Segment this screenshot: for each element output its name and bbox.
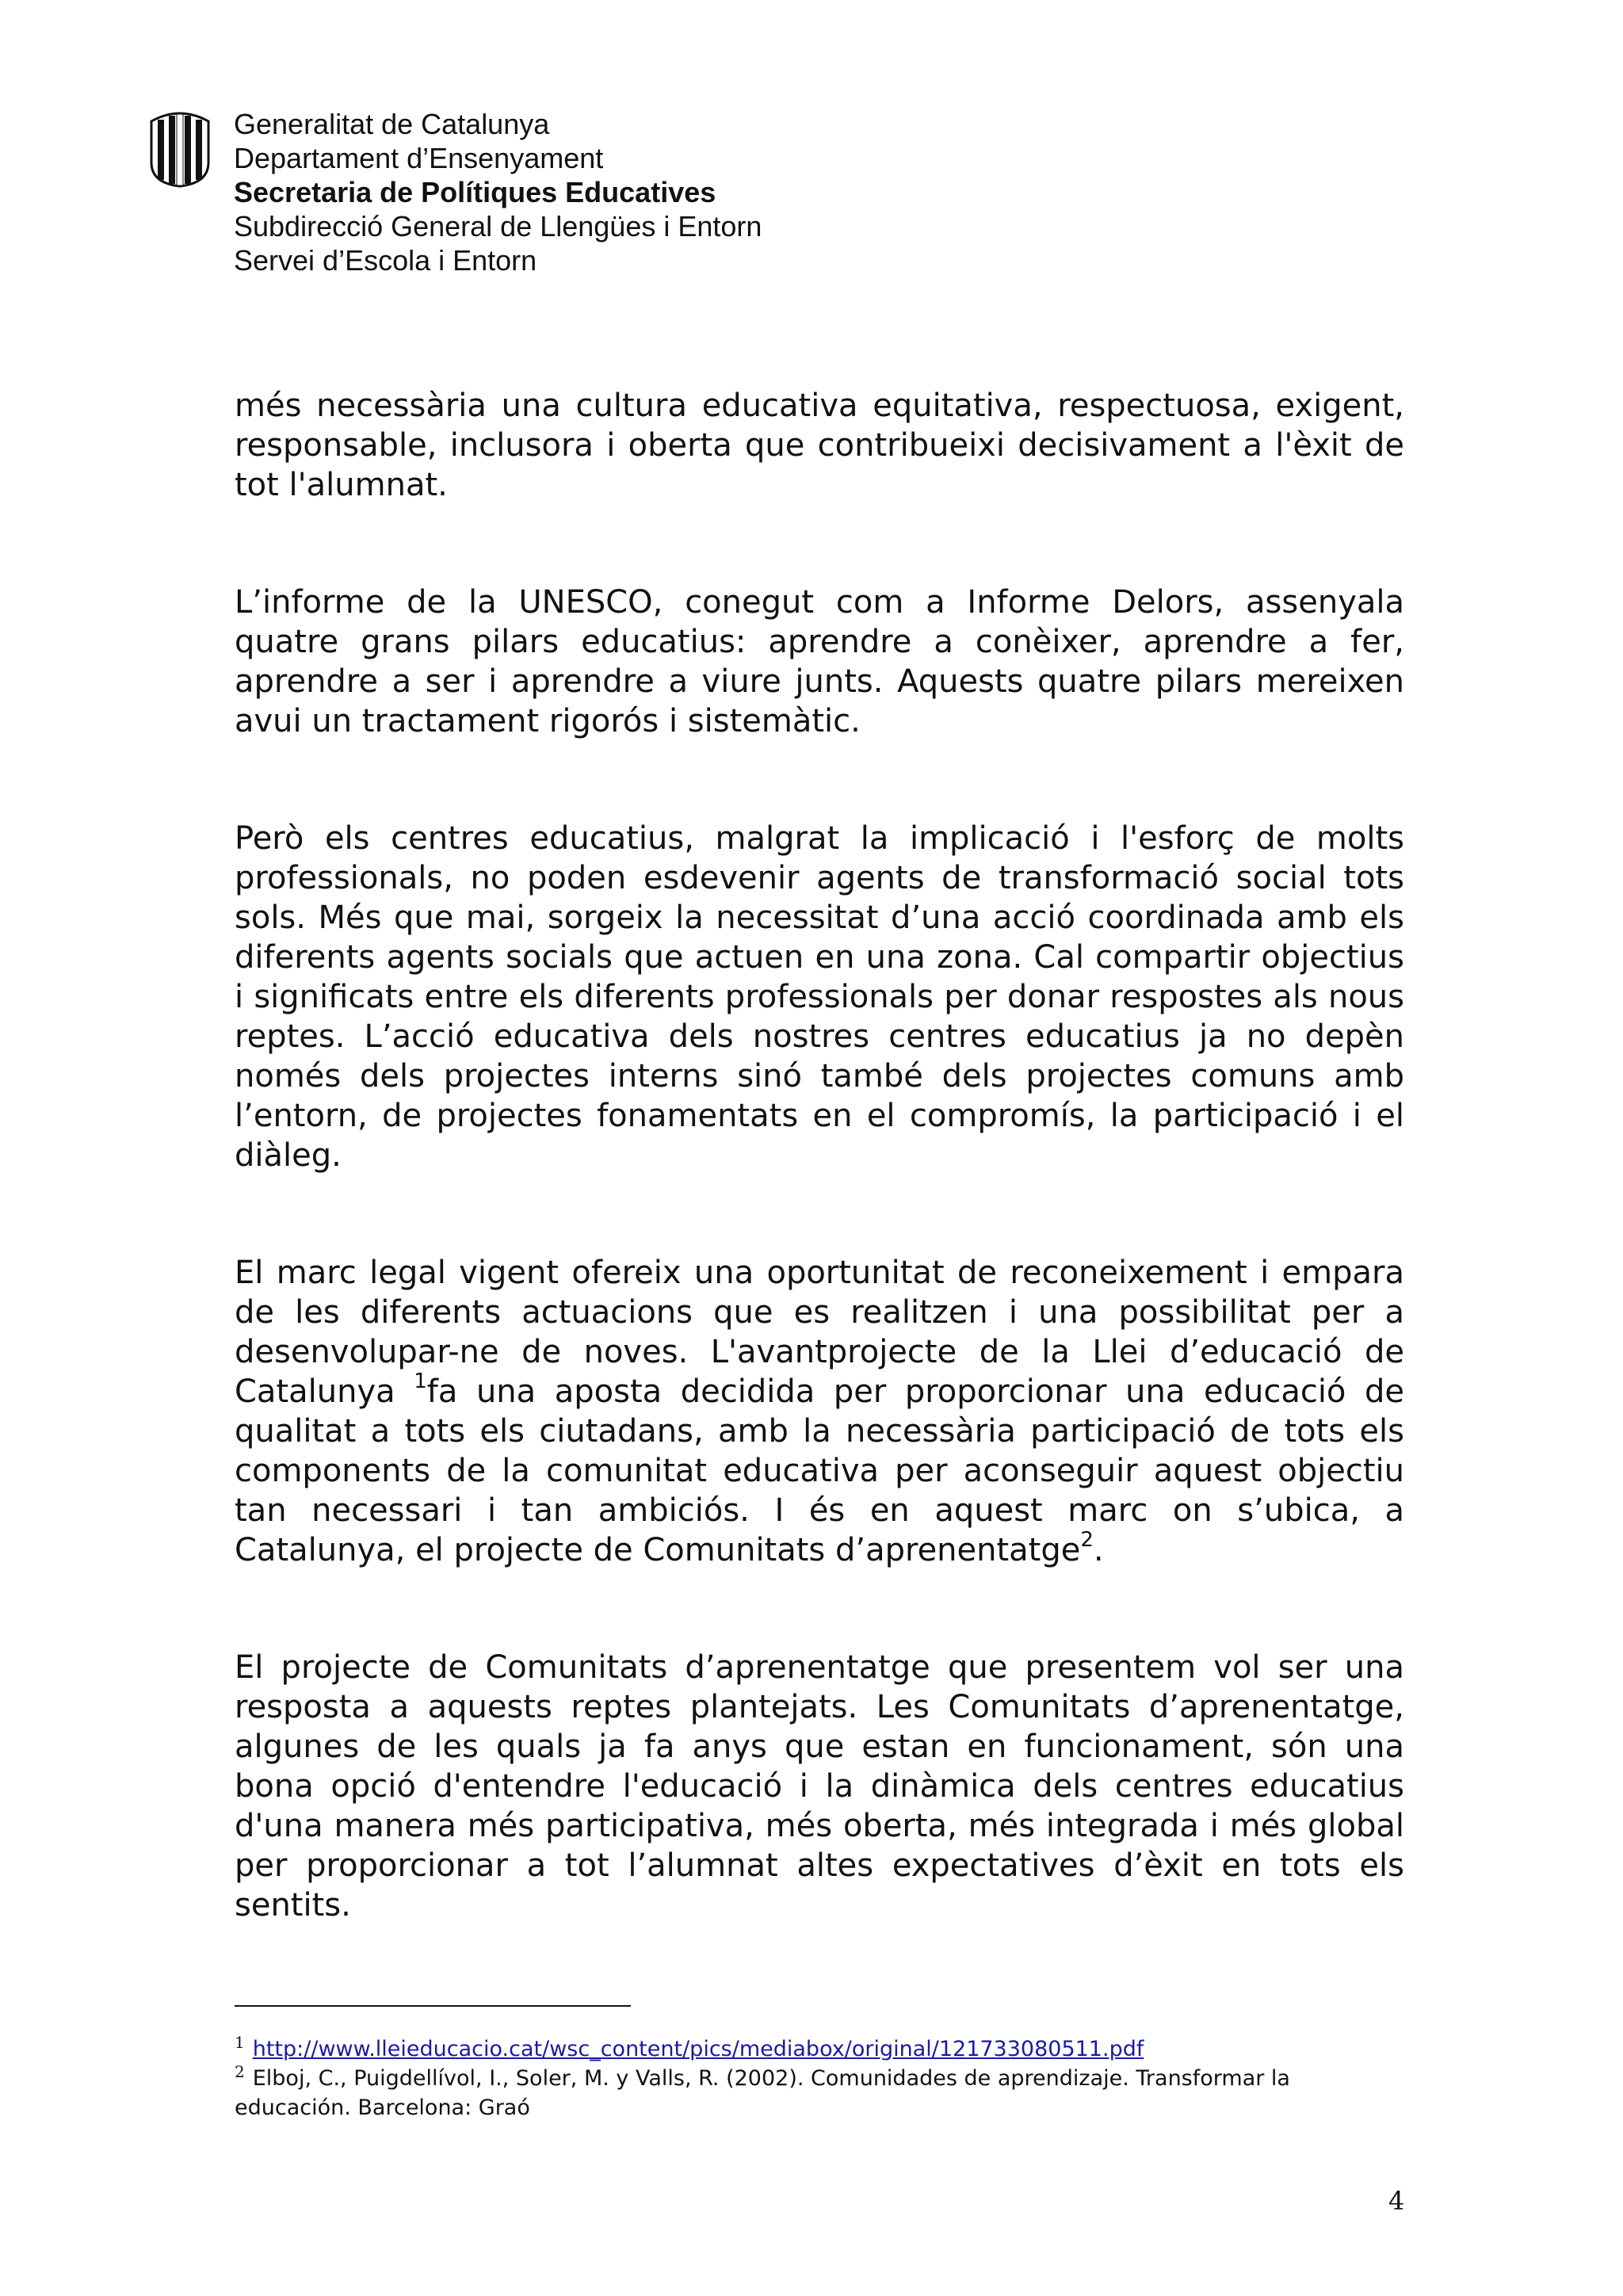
generalitat-catalunya-logo-icon: [147, 110, 213, 188]
paragraph-3: Però els centres educatius, malgrat la implicació i l'esforç de molts professionals, no poden esdevenir agents de transformació social tots sols. Més que mai, sorgeix la necessitat d’una acció coordinada amb els diferents agents socials que actuen en una zona. Cal compartir objectius i significats entre els diferents professionals per donar respostes als nous reptes. L’acció educativa dels nostres centres educatius ja no depèn només dels projectes interns sinó també dels projectes comuns amb l’entorn, de projectes fonamentats en el compromís, la participació i el diàleg.: [235, 820, 1404, 1174]
footnote-1: [235, 2035, 1404, 2065]
page-number: 4: [1388, 2186, 1405, 2216]
footnotes: [235, 2035, 1404, 2122]
paragraph-2: L’informe de la UNESCO, conegut com a Informe Delors, assenyala quatre grans pilars educatius: aprendre a conèixer, aprendre a fer, aprendre a ser i aprendre a viure junts. Aquests quatre pilars mereixen avui un tractament rigorós i sistemàtic.: [235, 584, 1404, 739]
paragraph-4-part-2: fa una aposta decidida per proporcionar una educació de qualitat a tots els ciutadans, amb la necessària participació de tots els components de la comunitat educativa per aconseguir aquest objectiu tan necessari i tan ambiciós. I és en aquest marc on s’ubica, a Catalunya, el projecte de Comunitats d’aprenentatge: [235, 1373, 1404, 1568]
footnote-ref-2[interactable]: 2: [1080, 1527, 1094, 1552]
footnote-2-text: Elboj, C., Puigdellívol, I., Soler, M. y Valls, R. (2002). Comunidades de aprendizaje. Transformar la educación. Barcelona: Graó: [235, 2066, 1290, 2120]
paragraph-4-part-1: El marc legal vigent ofereix una oportunitat de reconeixement i empara de les diferents actuacions que es realitzen i una possibilitat per a desenvolupar-ne de noves. L'avantprojecte de la Llei d’educació de Catalunya: [235, 1255, 1404, 1410]
header-org-line-5: Servei d’Escola i Entorn: [234, 244, 537, 277]
header-text-block: [234, 107, 762, 277]
footnote-divider: [235, 2005, 631, 2007]
header-org-line-4: Subdirecció General de Llengües i Entorn: [234, 210, 762, 243]
body-text: [235, 386, 1404, 1925]
footnote-1-mark: 1: [235, 2033, 245, 2052]
footnote-2-mark: 2: [235, 2062, 245, 2081]
footnote-ref-1[interactable]: 1: [414, 1369, 427, 1393]
paragraph-4: [235, 1253, 1404, 1570]
header-org-line-1: Generalitat de Catalunya: [234, 108, 550, 140]
document-header: [147, 107, 860, 297]
footnote-2: [235, 2062, 1404, 2122]
paragraph-5: El projecte de Comunitats d’aprenentatge que presentem vol ser una resposta a aquests reptes plantejats. Les Comunitats d’aprenentatge, algunes de les quals ja fa anys que estan en funcionament, són una bona opció d'entendre l'educació i la dinàmica dels centres educatius d'una manera més participativa, més oberta, més integrada i més global per proporcionar a tot l’alumnat altes expectatives d’èxit en tots els sentits.: [235, 1649, 1404, 1924]
footnote-1-link[interactable]: http://www.lleieducacio.cat/wsc_content/pics/mediabox/original/121733080511.pdf: [252, 2037, 1144, 2061]
header-org-line-3: Secretaria de Polítiques Educatives: [234, 176, 716, 208]
header-org-line-2: Departament d’Ensenyament: [234, 142, 604, 174]
paragraph-1: més necessària una cultura educativa equitativa, respectuosa, exigent, responsable, inclusora i oberta que contribueixi decisivament a l'èxit de tot l'alumnat.: [235, 388, 1404, 503]
paragraph-4-part-3: .: [1093, 1532, 1104, 1568]
